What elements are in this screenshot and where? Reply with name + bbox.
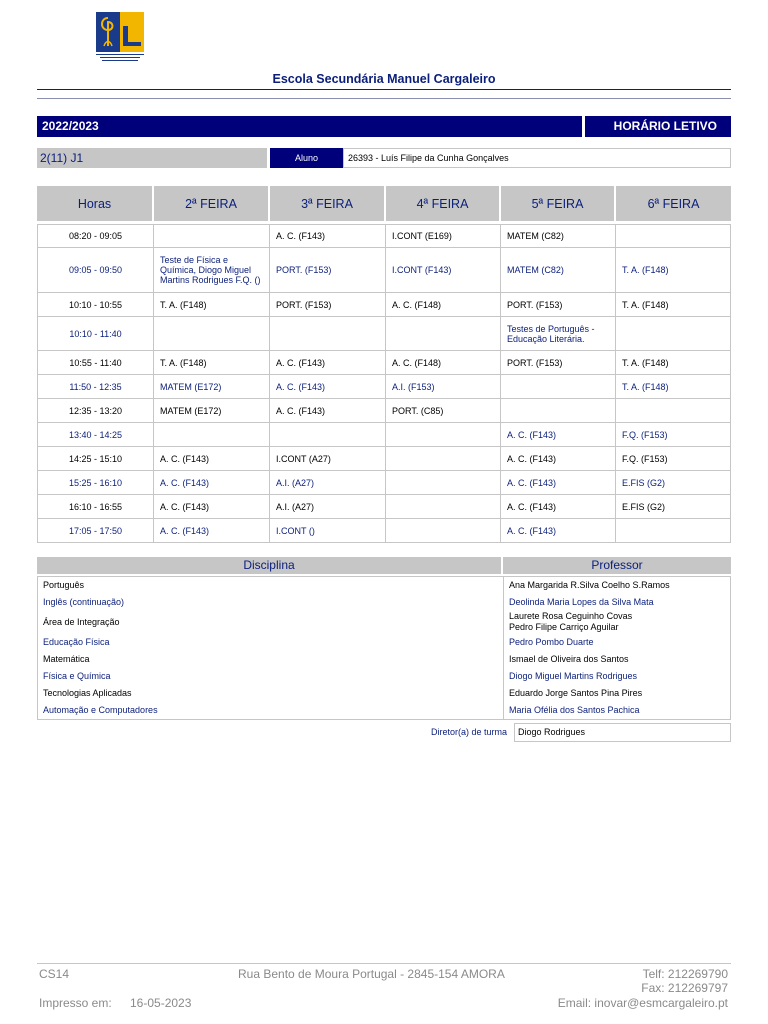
schedule-cell: [270, 293, 386, 317]
schedule-cell: [154, 447, 270, 471]
schedule-cell: [501, 248, 616, 293]
schedule-cell: [154, 495, 270, 519]
footer-address: Rua Bento de Moura Portugal - 2845-154 AMORA: [238, 967, 505, 981]
class-text: E.FIS (G2): [622, 501, 666, 512]
schedule-cell: [154, 399, 270, 423]
class-text: A.I. (F153): [392, 381, 435, 392]
schedule-cell: [386, 399, 501, 423]
schedule-cell: [501, 351, 616, 375]
schedule-row: [37, 447, 731, 471]
class-text: MATEM (C82): [507, 231, 564, 241]
school-name: Escola Secundária Manuel Cargaleiro: [272, 72, 496, 86]
class-text: I.CONT (E169): [392, 231, 452, 241]
class-text: F.Q. (F153): [622, 453, 668, 464]
class-text: I.CONT (): [276, 525, 315, 536]
schedule-cell: [501, 471, 616, 495]
schedule-cell: [386, 471, 501, 495]
class-text: I.CONT (A27): [276, 453, 331, 464]
schedule-time-cell: [37, 519, 154, 543]
class-text: A. C. (F143): [507, 453, 557, 464]
class-text: T. A. (F148): [160, 299, 207, 310]
schedule-cell: [386, 317, 501, 351]
teacher-name: Deolinda Maria Lopes da Silva Mata: [509, 597, 654, 607]
class-text: E.FIS (G2): [622, 477, 666, 488]
header-friday: 6ª FEIRA: [616, 186, 731, 221]
footer-printed-label: Impresso em:: [39, 996, 112, 1010]
schedule-cell: [616, 317, 731, 351]
time-slot-text: 10:55 - 11:40: [69, 357, 122, 368]
subject-name: Área de Integração: [43, 617, 120, 627]
class-text: PORT. (F153): [507, 357, 563, 368]
class-text: Testes de Português - Educação Literária.: [507, 323, 595, 344]
class-text: A. C. (F143): [160, 525, 210, 536]
schedule-cell: [501, 293, 616, 317]
schedule-header-row: [37, 186, 731, 221]
schedule-table: [37, 186, 731, 543]
schedule-time-cell: [37, 423, 154, 447]
schedule-cell: [616, 351, 731, 375]
class-director-value: Diogo Rodrigues: [514, 723, 731, 742]
schedule-row: [37, 317, 731, 351]
schedule-time-cell: [37, 224, 154, 248]
footer-email: Email: inovar@esmcargaleiro.pt: [557, 996, 728, 1010]
header-rule-thin: [37, 98, 731, 99]
subjects-divider: [503, 576, 504, 720]
schedule-cell: [154, 423, 270, 447]
class-text: A. C. (F143): [276, 381, 326, 392]
subject-name: Automação e Computadores: [43, 705, 158, 715]
school-logo: [96, 12, 144, 64]
schedule-cell: [616, 495, 731, 519]
schedule-cell: [154, 317, 270, 351]
subject-name: Educação Física: [43, 637, 110, 647]
schedule-cell: [386, 293, 501, 317]
class-text: A. C. (F143): [276, 405, 326, 416]
schedule-time-cell: [37, 351, 154, 375]
class-text: A. C. (F143): [160, 501, 210, 512]
schedule-cell: [386, 519, 501, 543]
class-text: T. A. (F148): [622, 357, 669, 368]
time-slot-text: 08:20 - 09:05: [68, 231, 123, 241]
footer-printed-date: 16-05-2023: [130, 996, 192, 1010]
header-wednesday: 4ª FEIRA: [386, 186, 501, 221]
teacher-name: Ana Margarida R.Silva Coelho S.Ramos: [509, 580, 670, 590]
class-text: A. C. (F143): [507, 525, 557, 536]
teacher-name: Eduardo Jorge Santos Pina Pires: [509, 688, 643, 698]
time-slot-text: 10:10 - 10:55: [68, 299, 123, 310]
schedule-cell: [616, 423, 731, 447]
teacher-name: Pedro Filipe Carriço Aguilar: [509, 622, 619, 632]
footer-phone: Telf: 212269790: [642, 967, 728, 981]
schedule-cell: [386, 375, 501, 399]
schedule-cell: [386, 423, 501, 447]
teacher-name: Diogo Miguel Martins Rodrigues: [509, 671, 638, 681]
class-text: Teste de Física e Química, Diogo Miguel Martins Rodrigues F.Q. (): [160, 255, 261, 285]
schedule-time-cell: [37, 447, 154, 471]
class-text: MATEM (C82): [507, 265, 564, 275]
schedule-cell: [154, 471, 270, 495]
footer-rule: [37, 963, 731, 964]
header-hours: Horas: [37, 186, 154, 221]
class-text: PORT. (F153): [276, 299, 332, 310]
schedule-row: [37, 248, 731, 293]
schedule-cell: [501, 375, 616, 399]
schedule-cell: [616, 293, 731, 317]
teacher-header: Professor: [503, 557, 731, 574]
class-text: PORT. (F153): [507, 299, 563, 310]
header-rule: [37, 89, 731, 90]
schedule-time-cell: [37, 248, 154, 293]
class-text: A. C. (F143): [276, 357, 326, 368]
class-text: A. C. (F148): [392, 357, 442, 368]
class-text: MATEM (E172): [160, 381, 222, 392]
schedule-row: [37, 224, 731, 248]
schedule-cell: [270, 375, 386, 399]
class-text: A. C. (F143): [276, 231, 326, 241]
schedule-cell: [616, 375, 731, 399]
subject-name: Matemática: [43, 654, 90, 664]
class-text: A. C. (F143): [507, 429, 557, 440]
schedule-time-cell: [37, 375, 154, 399]
schedule-cell: [270, 351, 386, 375]
schedule-cell: [616, 519, 731, 543]
schedule-cell: [501, 519, 616, 543]
class-text: F.Q. (F153): [622, 429, 668, 440]
schedule-row: [37, 375, 731, 399]
teacher-name: Ismael de Oliveira dos Santos: [509, 654, 629, 664]
schedule-cell: [270, 224, 386, 248]
schedule-cell: [154, 519, 270, 543]
schedule-cell: [501, 423, 616, 447]
subject-header: Disciplina: [37, 557, 501, 574]
class-text: MATEM (E172): [160, 405, 222, 416]
time-slot-text: 10:10 - 11:40: [69, 328, 122, 339]
schedule-cell: [154, 224, 270, 248]
header-thursday: 5ª FEIRA: [501, 186, 616, 221]
header-tuesday: 3ª FEIRA: [270, 186, 386, 221]
schedule-cell: [270, 519, 386, 543]
schedule-cell: [386, 495, 501, 519]
header-monday: 2ª FEIRA: [154, 186, 270, 221]
schedule-time-cell: [37, 495, 154, 519]
class-text: A. C. (F148): [392, 299, 442, 310]
schedule-cell: [154, 293, 270, 317]
schedule-cell: [386, 351, 501, 375]
time-slot-text: 17:05 - 17:50: [68, 525, 123, 536]
schedule-row: [37, 351, 731, 375]
class-text: A. C. (F143): [160, 477, 210, 488]
subject-name: Física e Química: [43, 671, 111, 681]
schedule-cell: [154, 351, 270, 375]
schedule-body: [37, 221, 731, 543]
schedule-cell: [270, 399, 386, 423]
document-title: HORÁRIO LETIVO: [585, 116, 731, 137]
teacher-name: Laurete Rosa Ceguinho Covas: [509, 611, 633, 621]
schedule-cell: [270, 317, 386, 351]
class-text: T. A. (F148): [622, 299, 669, 310]
class-text: T. A. (F148): [622, 265, 669, 275]
student-label: Aluno: [270, 148, 343, 168]
schedule-cell: [616, 399, 731, 423]
schedule-row: [37, 399, 731, 423]
class-text: A.I. (A27): [276, 477, 315, 488]
time-slot-text: 11:50 - 12:35: [69, 381, 122, 392]
schedule-cell: [501, 317, 616, 351]
schedule-row: [37, 519, 731, 543]
class-text: T. A. (F148): [622, 381, 669, 392]
class-text: T. A. (F148): [160, 357, 207, 368]
schedule-cell: [501, 224, 616, 248]
class-text: I.CONT (F143): [392, 265, 452, 275]
schedule-cell: [501, 495, 616, 519]
schedule-cell: [270, 423, 386, 447]
schedule-cell: [616, 248, 731, 293]
footer-code: CS14: [39, 967, 70, 981]
class-text: A. C. (F143): [507, 501, 557, 512]
class-text: A. C. (F143): [160, 453, 210, 464]
time-slot-text: 16:10 - 16:55: [68, 501, 123, 512]
student-value: 26393 - Luís Filipe da Cunha Gonçalves: [343, 148, 731, 168]
time-slot-text: 15:25 - 16:10: [68, 477, 123, 488]
time-slot-text: 09:05 - 09:50: [68, 265, 123, 275]
schedule-cell: [386, 447, 501, 471]
schedule-cell: [386, 248, 501, 293]
schedule-row: [37, 495, 731, 519]
subject-name: Português: [43, 580, 85, 590]
schedule-cell: [270, 495, 386, 519]
schedule-cell: [270, 471, 386, 495]
schedule-cell: [616, 471, 731, 495]
schedule-cell: [386, 224, 501, 248]
schedule-row: [37, 471, 731, 495]
schedule-time-cell: [37, 317, 154, 351]
time-slot-text: 13:40 - 14:25: [68, 429, 123, 440]
time-slot-text: 12:35 - 13:20: [68, 405, 123, 416]
schedule-cell: [154, 375, 270, 399]
class-text: PORT. (F153): [276, 265, 332, 275]
class-text: A.I. (A27): [276, 501, 315, 512]
time-slot-text: 14:25 - 15:10: [68, 453, 123, 464]
schedule-cell: [501, 447, 616, 471]
school-year: 2022/2023: [37, 116, 582, 137]
schedule-cell: [501, 399, 616, 423]
schedule-row: [37, 423, 731, 447]
subject-name: Inglês (continuação): [43, 597, 125, 607]
schedule-cell: [616, 224, 731, 248]
class-director-label: Diretor(a) de turma: [430, 727, 507, 737]
class-text: PORT. (C85): [392, 405, 444, 416]
class-text: A. C. (F143): [507, 477, 557, 488]
class-name: 2(11) J1: [37, 148, 267, 168]
subject-name: Tecnologias Aplicadas: [43, 688, 132, 698]
schedule-cell: [270, 447, 386, 471]
schedule-cell: [270, 248, 386, 293]
schedule-cell: [616, 447, 731, 471]
schedule-time-cell: [37, 293, 154, 317]
schedule-time-cell: [37, 399, 154, 423]
teacher-name: Maria Ofélia dos Santos Pachica: [509, 705, 640, 715]
footer-fax: Fax: 212269797: [641, 981, 728, 995]
schedule-cell: [154, 248, 270, 293]
schedule-time-cell: [37, 471, 154, 495]
teacher-name: Pedro Pombo Duarte: [509, 637, 594, 647]
schedule-row: [37, 293, 731, 317]
